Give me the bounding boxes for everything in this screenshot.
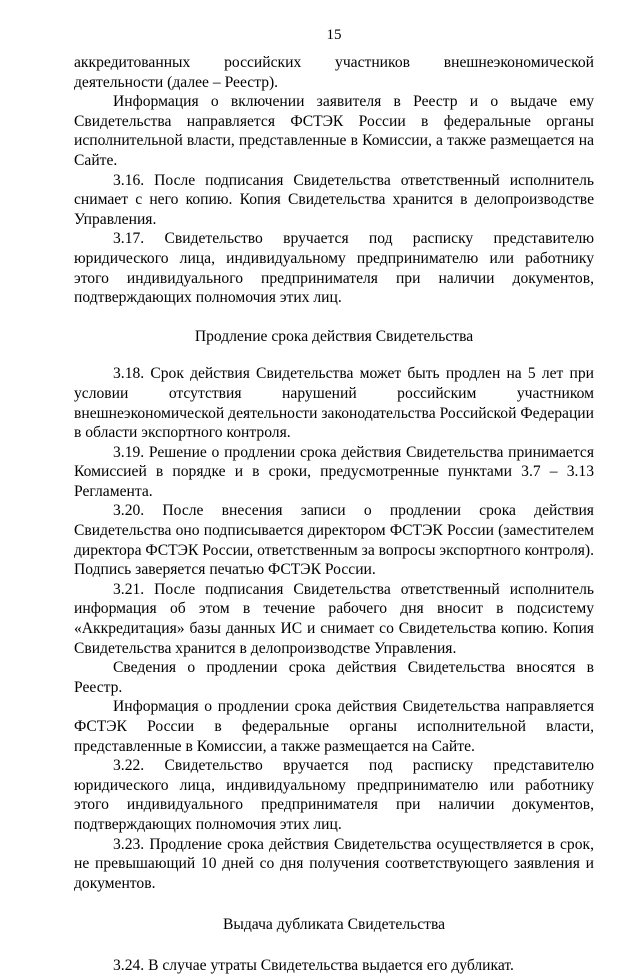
section-heading-extension: Продление срока действия Свидетельства	[194, 327, 474, 345]
paragraph-3-20: 3.20. После внесения записи о продлении срока действия Свидетельства оно подписывается директором ФСТЭК России (заместителем директора ФСТЭК России, ответственным за вопросы экспортного контроля). Подпись заверяется печатью ФСТЭК России.	[74, 502, 594, 579]
paragraph-3-18: 3.18. Срок действия Свидетельства может быть продлен на 5 лет при условии отсутствия нарушений российским участником внешнеэкономической деятельности законодательства Российской Федерации в области экспортного контроля.	[74, 365, 594, 442]
page-number: 15	[326, 27, 342, 43]
paragraph-3-22: 3.22. Свидетельство вручается под расписку представителю юридического лица, индивидуальному предпринимателю или работнику этого индивидуального предпринимателя при наличии документов, подтверждающих полномочия этих лиц.	[74, 757, 594, 833]
paragraph-3-19: 3.19. Решение о продлении срока действия Свидетельства принимается Комиссией в порядке и в сроки, предусмотренные пунктами 3.7 – 3.13 Регламента.	[74, 443, 594, 500]
paragraph-3-24: 3.24. В случае утраты Свидетельства выдается его дубликат.	[113, 956, 514, 974]
paragraph-3-16: 3.16. После подписания Свидетельства ответственный исполнитель снимает с него копию. Копия Свидетельства хранится в делопроизводстве Управления.	[74, 171, 594, 228]
paragraph-registry-info: Информация о включении заявителя в Реестр и о выдаче ему Свидетельства направляется ФСТЭК России в федеральные органы исполнительной власти, представленные в Комиссии, а также размещается на Сайте.	[74, 93, 594, 169]
paragraph-registry-extension: Сведения о продлении срока действия Свидетельства вносятся в Реестр.	[74, 659, 594, 696]
paragraph-3-21: 3.21. После подписания Свидетельства ответственный исполнитель информация об этом в течение рабочего дня вносит в подсистему «Аккредитация» базы данных ИС и снимает со Свидетельства копию. Копия Свидетельства хранится в делопроизводстве Управления.	[74, 580, 594, 657]
paragraph-3-17: 3.17. Свидетельство вручается под расписку представителю юридического лица, индивидуальному предпринимателю или работнику этого индивидуального предпринимателя при наличии документов, подтверждающих полномочия этих лиц.	[74, 230, 594, 307]
paragraph-extension-info: Информация о продлении срока действия Свидетельства направляется ФСТЭК России в федеральные органы исполнительной власти, представленные в Комиссии, а также размещается на Сайте.	[74, 698, 594, 755]
paragraph-3-23: 3.23. Продление срока действия Свидетельства осуществляется в срок, не превышающий 10 дней со дня получения соответствующего заявления и документов.	[74, 835, 594, 892]
section-heading-duplicate: Выдача дубликата Свидетельства	[222, 916, 446, 934]
document-body	[74, 53, 594, 976]
paragraph-continuation: аккредитованных российских участников внешнеэкономической деятельности (далее – Реестр).	[74, 54, 594, 91]
